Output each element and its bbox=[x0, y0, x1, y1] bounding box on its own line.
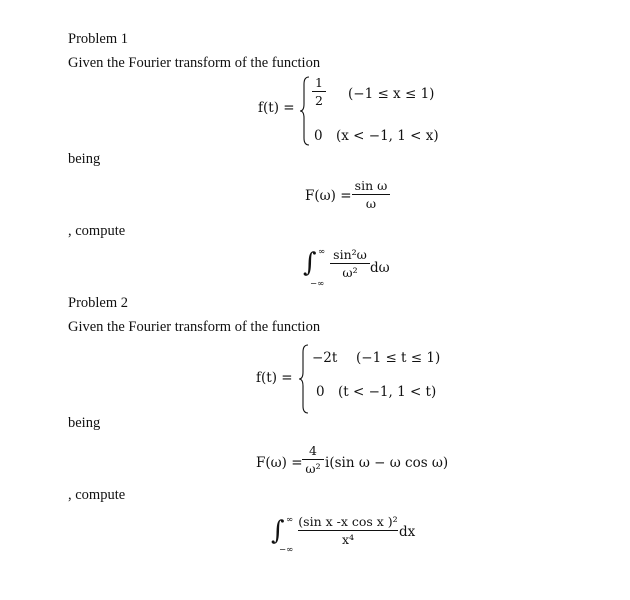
p1-F-fraction bbox=[352, 178, 390, 211]
p1-case1-bar bbox=[312, 91, 326, 92]
p2-F-den: ω² bbox=[305, 461, 321, 476]
p1-F-num: sin ω bbox=[354, 178, 388, 193]
p2-F-lhs: F(ω) = bbox=[256, 455, 303, 471]
p2-int-num: (sin x -x cos x )² bbox=[298, 514, 398, 529]
p1-case2-val: 0 bbox=[314, 128, 323, 144]
p1-int-fraction bbox=[330, 247, 370, 280]
p1-F-bar bbox=[352, 194, 390, 195]
p2-case2-val: 0 bbox=[316, 384, 325, 400]
p1-int-num: sin²ω bbox=[333, 247, 367, 262]
p2-case2-cond: (t < −1, 1 < t) bbox=[338, 384, 437, 400]
p2-case1-cond: (−1 ≤ t ≤ 1) bbox=[356, 350, 441, 366]
p2-F-bar bbox=[302, 459, 324, 460]
p1-int-den: ω² bbox=[342, 265, 358, 280]
p1-f-lhs: f(t) = bbox=[258, 100, 295, 116]
problem-2-intro: Given the Fourier transform of the function bbox=[68, 319, 321, 335]
p1-int-dvar: dω bbox=[370, 260, 390, 276]
p2-int-upper: ∞ bbox=[286, 515, 294, 525]
p1-F-lhs: F(ω) = bbox=[305, 188, 352, 204]
p1-int-lower: −∞ bbox=[310, 279, 325, 289]
p1-being: being bbox=[68, 151, 101, 167]
p1-brace bbox=[300, 76, 310, 146]
p1-case1-fraction bbox=[312, 75, 326, 108]
p2-F-rest: i(sin ω − ω cos ω) bbox=[325, 455, 449, 471]
p1-case1-den: 2 bbox=[315, 93, 323, 108]
p2-int-bar bbox=[298, 530, 398, 531]
p1-case1-cond: (−1 ≤ x ≤ 1) bbox=[348, 86, 435, 102]
p2-int-den: x⁴ bbox=[341, 532, 355, 547]
p2-F-fraction bbox=[302, 443, 324, 476]
p2-F-num: 4 bbox=[309, 443, 317, 458]
p1-int-bar bbox=[330, 263, 370, 264]
p1-integral-sign: ∫ bbox=[303, 248, 317, 278]
p1-case1-num: 1 bbox=[315, 75, 323, 90]
p2-f-lhs: f(t) = bbox=[256, 370, 293, 386]
p2-int-lower: −∞ bbox=[279, 545, 294, 555]
problem-2-title: Problem 2 bbox=[68, 295, 129, 311]
p1-case2-cond: (x < −1, 1 < x) bbox=[336, 128, 439, 144]
problem-1-title: Problem 1 bbox=[68, 31, 129, 47]
p2-integral-sign: ∫ bbox=[271, 516, 285, 546]
problem-1-intro: Given the Fourier transform of the function bbox=[68, 55, 321, 71]
p2-case1-val: −2t bbox=[312, 350, 338, 366]
p1-int-upper: ∞ bbox=[318, 247, 326, 257]
p1-F-den: ω bbox=[365, 196, 377, 211]
p1-compute: , compute bbox=[68, 223, 126, 239]
p2-brace bbox=[299, 344, 309, 414]
p2-int-dvar: dx bbox=[399, 524, 416, 540]
p2-being: being bbox=[68, 415, 101, 431]
p2-int-fraction bbox=[298, 514, 398, 547]
p2-compute: , compute bbox=[68, 487, 126, 503]
